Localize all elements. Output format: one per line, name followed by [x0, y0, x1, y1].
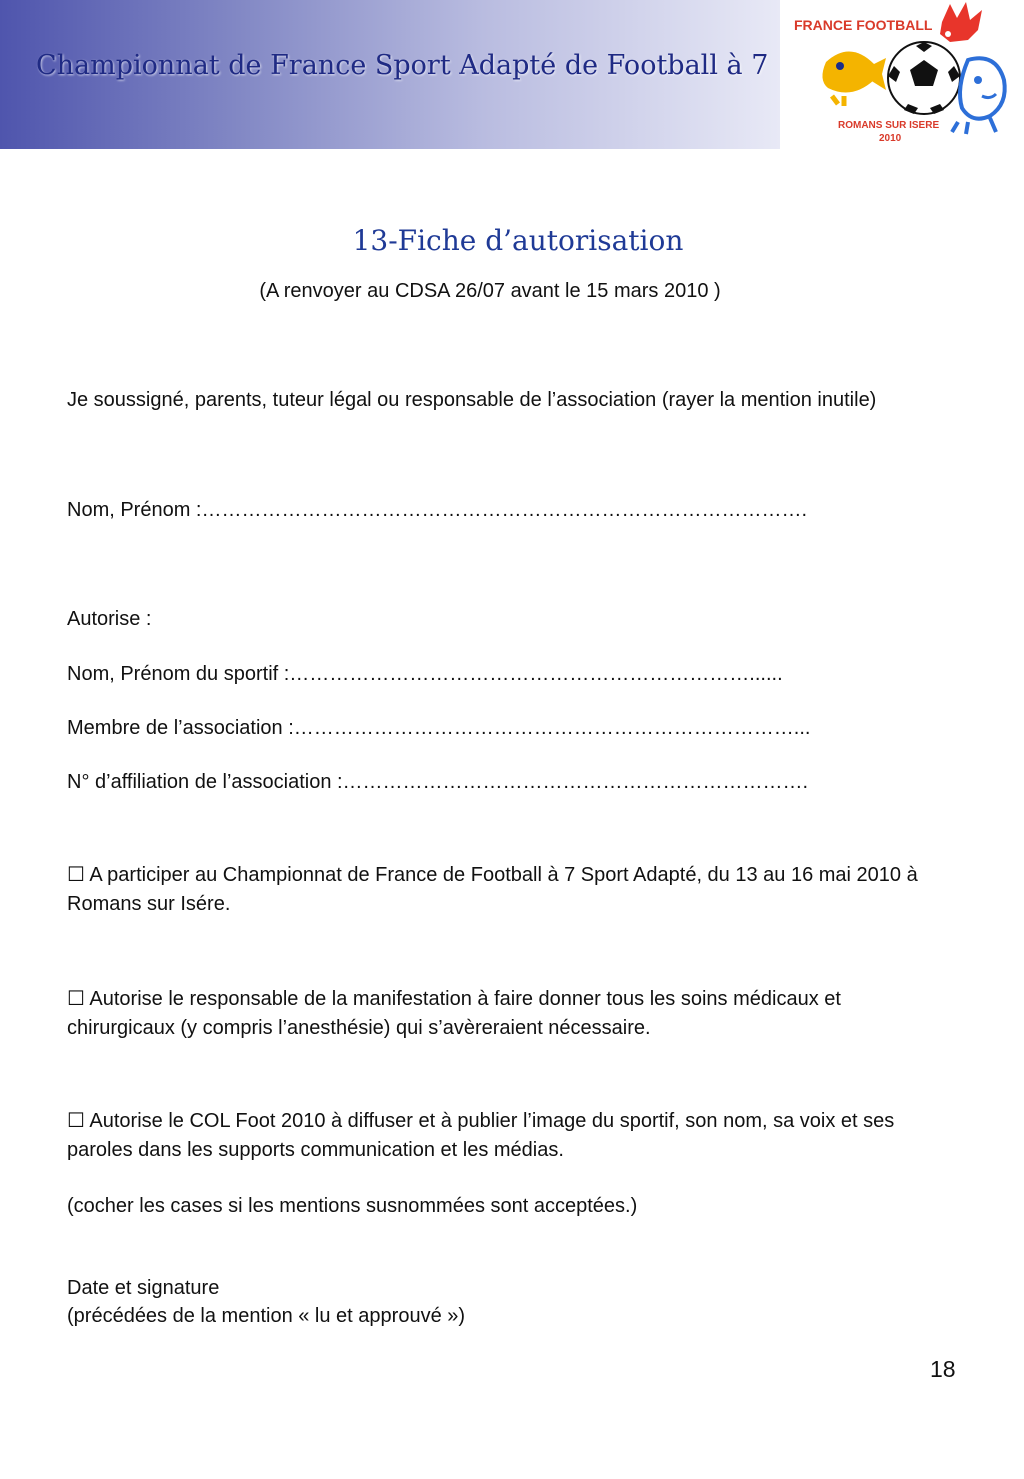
image-rights-checkbox[interactable]: ☐ [67, 1110, 85, 1132]
logo-bottom-text: ROMANS SUR ISERE [838, 120, 940, 131]
participation-text: A participer au Championnat de France de Football à 7 Sport Adapté, du 13 au 16 mai 2010 à Romans sur Isére. [67, 864, 918, 915]
logo-year-text: 2010 [879, 133, 902, 144]
participation-checkbox[interactable]: ☐ [67, 864, 85, 886]
autorise-label: Autorise : [67, 608, 152, 630]
medical-care-text: Autorise le responsable de la manifestation à faire donner tous les soins médicaux et chirurgicaux (y compris l’anesthésie) qui s’avèreraient nécessaire. [67, 988, 841, 1039]
event-logo [782, 0, 1024, 149]
signature-instruction: (précédées de la mention « lu et approuvé ») [67, 1305, 466, 1327]
yellow-mascot-icon [822, 51, 877, 92]
checkbox-instruction: (cocher les cases si les mentions susnommées sont acceptées.) [67, 1195, 638, 1217]
document-subtitle: (A renvoyer au CDSA 26/07 avant le 15 mars 2010 ) [259, 280, 721, 302]
option-medical-care [67, 985, 927, 1043]
affiliation-number-field[interactable]: N° d’affiliation de l’association :……………………………………………………………. [67, 771, 809, 793]
blue-mascot-icon [960, 58, 1005, 118]
athlete-name-field[interactable]: Nom, Prénom du sportif :……………………………………………………………...... [67, 663, 783, 685]
parent-name-field[interactable]: Nom, Prénom :………………………………………………………………………………. [67, 499, 808, 521]
intro-paragraph: Je soussigné, parents, tuteur légal ou responsable de l’association (rayer la mention inutile) [67, 389, 877, 411]
header-title: Championnat de France Sport Adapté de Football à 7 [36, 50, 769, 81]
association-member-field[interactable]: Membre de l’association :…………………………………………………………………... [67, 717, 811, 739]
option-participation [67, 861, 927, 919]
medical-care-checkbox[interactable]: ☐ [67, 988, 85, 1010]
logo-top-text: FRANCE FOOTBALL [794, 17, 933, 33]
page-number: 18 [930, 1356, 956, 1382]
option-image-rights [67, 1107, 927, 1165]
date-signature-label: Date et signature [67, 1277, 220, 1299]
header-banner [0, 0, 780, 149]
document-title: 13-Fiche d’autorisation [352, 224, 684, 257]
soccer-ball-icon [888, 42, 960, 114]
image-rights-text: Autorise le COL Foot 2010 à diffuser et à publier l’image du sportif, son nom, sa voix et ses paroles dans les supports communication et les médias. [67, 1110, 895, 1161]
